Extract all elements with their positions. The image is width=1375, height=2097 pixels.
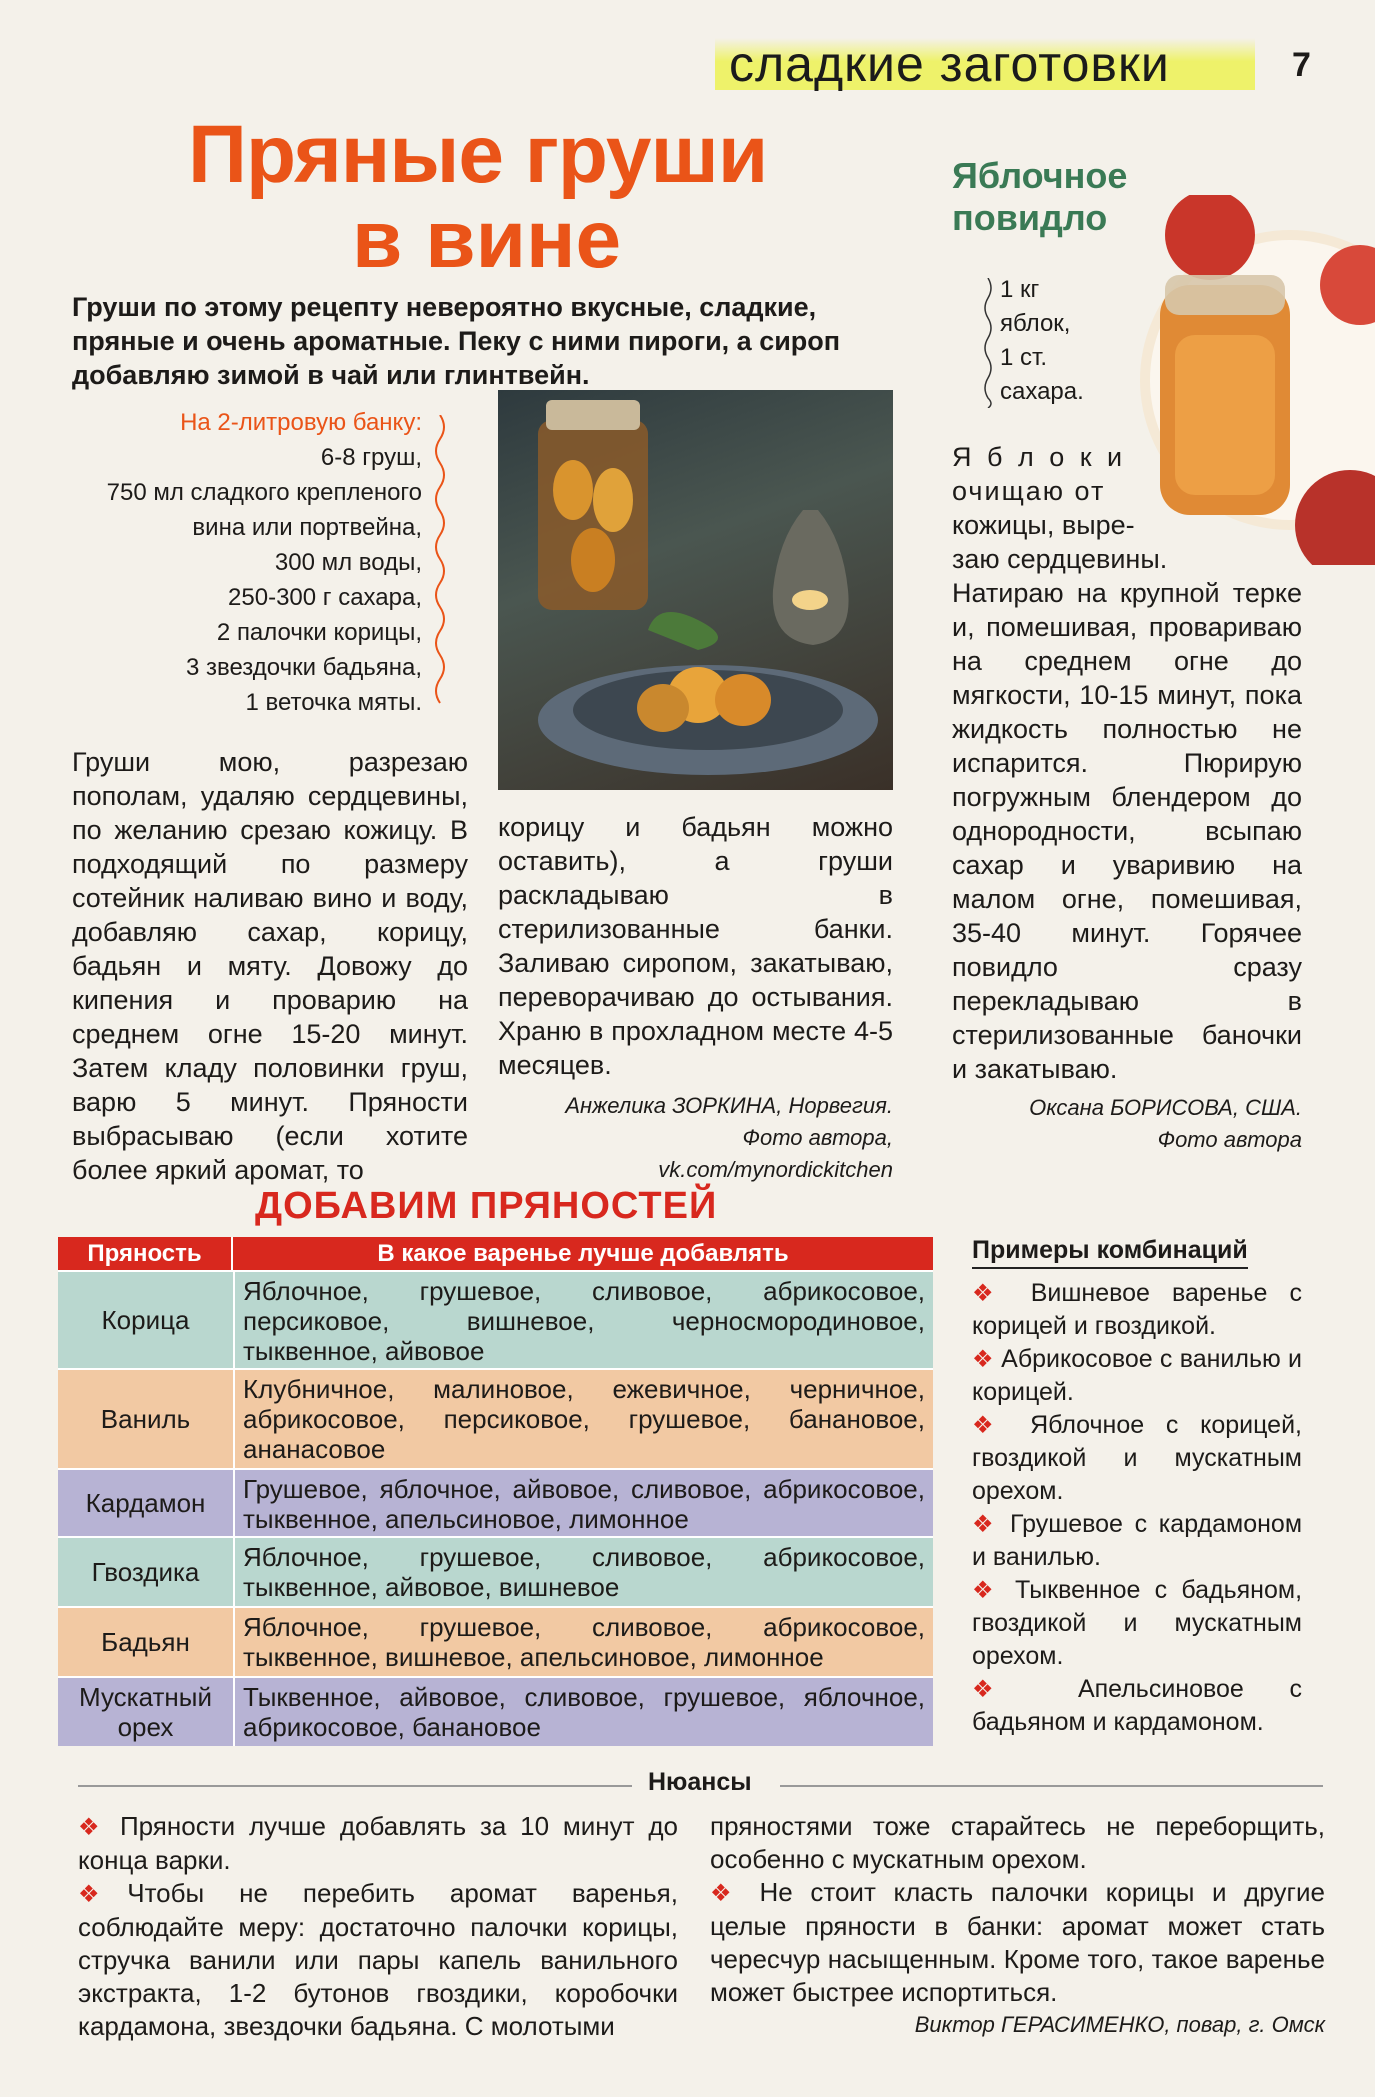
table-header [58,1237,933,1270]
nuances-title: Нюансы [648,1768,752,1796]
list-item [710,1876,1325,2009]
diamond-bullet-icon: ❖ [78,1814,107,1841]
recipe1-title-line1: Пряные груши [188,109,768,200]
ingredient-line: 1 веточка мяты. [245,689,422,716]
diamond-bullet-icon: ❖ [972,1346,994,1373]
list-item [972,1277,1302,1343]
combo-text: Тыквенное с бадьяном, гвоздикой и мускатным орехом. [972,1576,1303,1670]
recipe2-body-line: кожицы, выре- [952,510,1135,540]
ingredient-line: 300 мл воды, [274,549,422,576]
recipe2-body-line: заю сердцевины. [952,544,1168,574]
recipe2-title-line2: повидло [952,197,1108,238]
spice-jams: Яблочное, грушевое, сливовое, абрикосовое, тыквенное, вишневое, апельсиновое, лимонное [233,1608,933,1676]
ingredient-line: 2 палочки корицы, [216,619,422,646]
recipe2-body-text: Натираю на крупной терке и, помешивая, провариваю на среднем огне до мягкости, 10-15 минут, пока жидкость полностью не испарится. Пюрирую погружным блендером до однородности, всыпаю сахар и уваривию на малом огне, помешивая, 35-40 минут. Горячее повидло сразу перекладываю в стерилизованные баночки и закатываю. [952,578,1302,1084]
page-number: 7 [1292,46,1311,84]
ingredient-line: 1 кг [1000,276,1040,303]
spice-jams: Яблочное, грушевое, сливовое, абрикосовое, тыквенное, айвовое, вишневое [233,1538,933,1606]
ingredient-line: 750 мл сладкого крепленого [106,479,422,506]
table-row [58,1468,933,1536]
recipe1-link[interactable]: vk.com/mynordickitchen [658,1157,893,1182]
recipe2-body-line: очищаю от [952,476,1106,506]
table-row [58,1368,933,1468]
list-item [972,1409,1302,1508]
recipe1-title-line2: в вине [352,194,622,285]
combo-text: Вишневое варенье с корицей и гвоздикой. [972,1279,1303,1340]
recipe1-author: Анжелика ЗОРКИНА, Норвегия. [565,1093,893,1118]
combos-list [972,1277,1302,1739]
spice-jams: Грушевое, яблочное, айвовое, сливовое, абрикосовое, тыквенное, апельсиновое, лимонное [233,1470,933,1536]
spices-table [58,1237,933,1746]
nuances-col2 [710,1810,1325,2041]
combo-text: Грушевое с кардамоном и ванилью. [972,1510,1303,1571]
spice-name: Кардамон [85,1488,206,1518]
list-item [78,1877,678,2043]
table-row [58,1676,933,1746]
ingredient-line: 250-300 г сахара, [228,584,422,611]
wavy-divider [430,415,450,705]
spice-name: Бадьян [101,1627,190,1657]
list-item [972,1673,1302,1739]
ingredient-line: 3 звездочки бадьяна, [185,654,422,681]
combo-text: Апельсиновое с бадьяном и кардамоном. [972,1675,1302,1736]
list-item [972,1574,1302,1673]
recipe2-ingredients [1000,273,1084,409]
spice-name: Гвоздика [91,1557,200,1587]
section-header: сладкие заготовки [715,38,1255,90]
recipe2-body-line: Я б л о к и [952,442,1127,472]
ingredient-line: 6-8 груш, [320,444,422,471]
diamond-bullet-icon: ❖ [710,1880,742,1907]
table-row [58,1606,933,1676]
combo-text: Абрикосовое с ванилью и корицей. [972,1345,1302,1406]
recipe1-body-col1: Груши мою, разрезаю пополам, удаляю сердцевины, по желанию срезаю кожицу. В подходящий по размеру сотейник наливаю вино и воду, добавляю сахар, корицу, бадьян и мяту. Довожу до кипения и проварию на среднем огне 15-20 минут. Затем кладу половинки груш, варю 5 минут. Пряности выбрасываю (если хотите более яркий аромат, то [72,747,468,1185]
recipe1-intro: Груши по этому рецепту невероятно вкусные, сладкие, пряные и очень ароматные. Пеку с ними пироги, а сироп добавляю зимой в чай или глинтвейн. [72,292,841,390]
nuance-text: Чтобы не перебить аромат варенья, соблюдайте меру: достаточно палочки корицы, стручка ванили или пары капель ванильного экстракта, 1-2 бутонов гвоздики, коробочки кардамона, звездочки бадьяна. С молотыми [78,1878,678,2041]
recipe2-photo-credit: Фото автора [1157,1127,1302,1152]
nuance-text: Не стоит класть палочки корицы и другие целые пряности в банки: аромат может стать чересчур насыщенным. Кроме того, такое варенье может быстрее испортиться. [710,1877,1325,2007]
list-item [78,1810,678,1877]
ingredient-line: сахара. [1000,378,1084,405]
ingredient-line: 1 ст. [1000,344,1048,371]
spice-name: Ваниль [100,1404,191,1434]
spice-jams: Яблочное, грушевое, сливовое, абрикосовое, персиковое, вишневое, черносмородиновое, тыквенное, айвовое [233,1272,933,1368]
combos-title: Примеры комбинаций [972,1236,1248,1269]
diamond-bullet-icon: ❖ [972,1577,1001,1604]
recipe2-author: Оксана БОРИСОВА, США. [1029,1095,1302,1120]
recipe1-ingredients [72,405,422,720]
list-item [972,1343,1302,1409]
ingredients-heading: На 2-литровую банку: [180,409,422,436]
spice-name: Мускатный орех [79,1682,212,1742]
ingredient-line: вина или портвейна, [192,514,422,541]
recipe1-body-col2 [498,810,893,1186]
recipe2-title-line1: Яблочное [952,155,1128,196]
diamond-bullet-icon: ❖ [972,1511,999,1538]
nuances-author: Виктор ГЕРАСИМЕНКО, повар, г. Омск [914,2012,1325,2037]
spices-title: ДОБАВИМ ПРЯНОСТЕЙ [255,1185,718,1227]
table-row [58,1270,933,1368]
col-header-spice: Пряность [58,1237,233,1270]
pears-photo [498,390,893,790]
table-row [58,1536,933,1606]
ingredient-line: яблок, [1000,310,1071,337]
diamond-bullet-icon: ❖ [78,1881,128,1908]
wavy-divider-2 [980,278,996,408]
spice-jams: Тыквенное, айвовое, сливовое, грушевое, яблочное, абрикосовое, банановое [233,1678,933,1746]
nuance-text: Пряности лучше добавлять за 10 минут до конца варки. [78,1811,679,1875]
recipe1-body-col2-text: корицу и бадьян можно оставить), а груши раскладываю в стерилизованные банки. Заливаю сиропом, закатываю, переворачиваю до остывания. Храню в прохладном месте 4-5 месяцев. [498,812,893,1080]
diamond-bullet-icon: ❖ [972,1676,1033,1703]
spice-name: Корица [101,1305,190,1335]
spice-jams: Клубничное, малиновое, ежевичное, черничное, абрикосовое, персиковое, грушевое, банановое, ананасовое [233,1370,933,1468]
col-header-jam: В какое варенье лучше добавлять [377,1240,789,1267]
list-item [972,1508,1302,1574]
recipe2-body [952,440,1302,1156]
nuance-text-continued: пряностями тоже старайтесь не переборщить, особенно с мускатным орехом. [710,1811,1325,1874]
diamond-bullet-icon: ❖ [972,1412,1009,1439]
nuances-col1 [78,1810,678,2043]
recipe1-photo-credit: Фото автора, [742,1125,893,1150]
recipe2-title [952,155,1127,239]
diamond-bullet-icon: ❖ [972,1280,1009,1307]
combo-text: Яблочное с корицей, гвоздикой и мускатным орехом. [972,1411,1302,1505]
